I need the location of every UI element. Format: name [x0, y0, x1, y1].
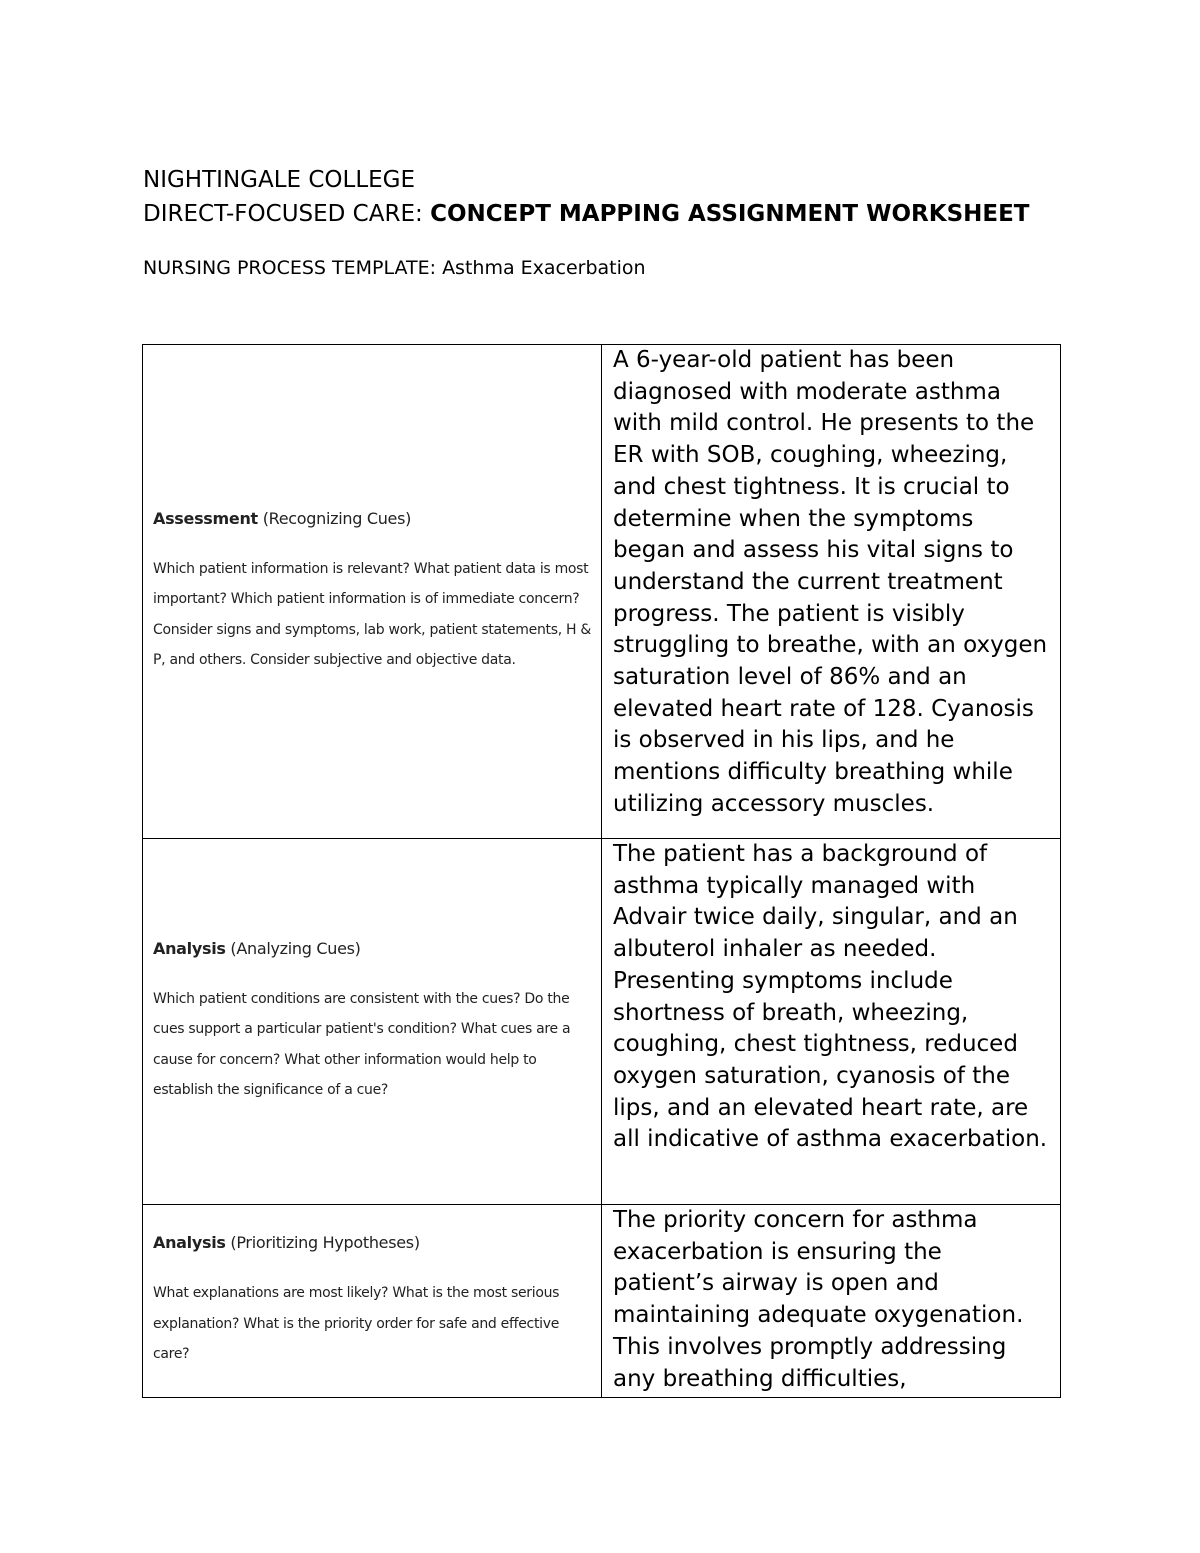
- section-heading-strong: Analysis: [153, 1233, 226, 1253]
- prompt-cell: [143, 345, 602, 839]
- section-heading-rest: (Prioritizing Hypotheses): [225, 1233, 420, 1253]
- nursing-process-table: [142, 344, 1061, 1398]
- prompt-cell: [143, 839, 602, 1205]
- worksheet-title-bold: CONCEPT MAPPING ASSIGNMENT WORKSHEET: [430, 201, 1030, 227]
- section-heading-rest: (Analyzing Cues): [225, 938, 361, 958]
- section-heading: [153, 508, 591, 530]
- section-prompt: Which patient conditions are consistent with the cues? Do the cues support a particular patient's condition? What cues are a cause for concern? What other information would help to establish the significance of a cue?: [153, 990, 571, 1098]
- section-heading-strong: Assessment: [153, 508, 258, 528]
- section-prompt: What explanations are most likely? What is the most serious explanation? What is the priority order for safe and effective care?: [153, 1285, 560, 1363]
- document-header: [143, 163, 1063, 283]
- section-heading-rest: (Recognizing Cues): [257, 508, 412, 528]
- answer-cell: [602, 345, 1061, 839]
- section-heading: [153, 938, 591, 960]
- section-prompt: Which patient information is relevant? What patient data is most important? Which patient information is of immediate concern? Consider signs and symptoms, lab work, patient statements, H & P, and others. Consider subjective and objective data.: [153, 560, 591, 668]
- section-heading: [153, 1232, 591, 1254]
- template-title: NURSING PROCESS TEMPLATE: Asthma Exacerbation: [143, 257, 646, 279]
- table-row-assessment: [143, 345, 1061, 839]
- worksheet-title-prefix: DIRECT-FOCUSED CARE:: [143, 201, 431, 227]
- table-row-prioritizing-hypotheses: [143, 1205, 1061, 1398]
- answer-cell: [602, 1205, 1061, 1398]
- answer-text: The patient has a background of asthma typically managed with Advair twice daily, singular, and an albuterol inhaler as needed. Presenting symptoms include shortness of breath, wheezing, coughing, chest tightness, reduced oxygen saturation, cyanosis of the lips, and an elevated heart rate, are all indicative of asthma exacerbation.: [613, 841, 1048, 1153]
- prompt-cell: [143, 1205, 602, 1398]
- answer-text: A 6-year-old patient has been diagnosed with moderate asthma with mild control. He presents to the ER with SOB, coughing, wheezing, and chest tightness. It is crucial to determine when the symptoms began and assess his vital signs to understand the current treatment progress. The patient is visibly struggling to breathe, with an oxygen saturation level of 86% and an elevated heart rate of 128. Cyanosis is observed in his lips, and he mentions difficulty breathing while utilizing accessory muscles.: [613, 347, 1048, 817]
- answer-text: The priority concern for asthma exacerbation is ensuring the patient’s airway is open and maintaining adequate oxygenation. This involves promptly addressing any breathing difficulties,: [613, 1207, 1024, 1392]
- college-name: NIGHTINGALE COLLEGE: [143, 167, 416, 193]
- answer-cell: [602, 839, 1061, 1205]
- table-row-analyzing-cues: [143, 839, 1061, 1205]
- worksheet-title: [143, 197, 1063, 231]
- section-heading-strong: Analysis: [153, 938, 226, 958]
